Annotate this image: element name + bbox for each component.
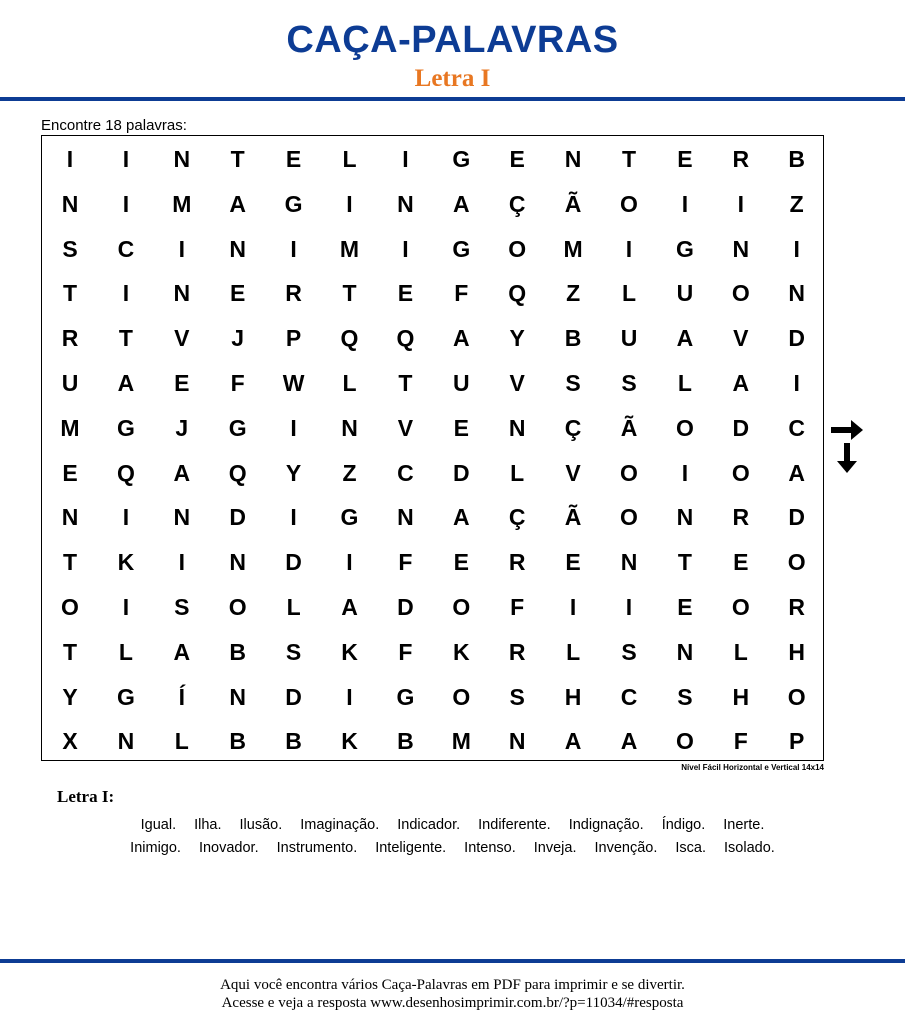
grid-cell[interactable]: M: [563, 235, 583, 262]
grid-cell[interactable]: I: [793, 235, 800, 262]
grid-cell[interactable]: E: [397, 280, 414, 307]
grid-cell[interactable]: I: [178, 235, 185, 262]
grid-cell[interactable]: N: [732, 235, 750, 262]
grid-cell[interactable]: A: [229, 190, 246, 217]
grid-cell[interactable]: J: [175, 414, 189, 441]
grid-cell[interactable]: N: [397, 504, 414, 531]
grid-cell[interactable]: O: [620, 190, 638, 217]
grid-cell[interactable]: G: [452, 235, 471, 262]
grid-cell[interactable]: N: [229, 235, 246, 262]
grid-cell[interactable]: E: [285, 146, 302, 172]
word-list-item: Inteligente.: [375, 840, 447, 856]
word-list-item: Inovador.: [198, 840, 259, 856]
word-list-item: Igual.: [140, 817, 177, 833]
grid-cell[interactable]: I: [681, 459, 689, 486]
word-list-item: Invenção.: [594, 840, 658, 856]
grid-cell[interactable]: O: [620, 459, 638, 486]
bottom-divider: [0, 959, 905, 963]
grid-cell[interactable]: F: [398, 549, 413, 576]
instruction-text: Encontre 18 palavras:: [41, 117, 187, 134]
grid-cell[interactable]: Ã: [564, 504, 582, 531]
grid-cell[interactable]: N: [676, 504, 694, 531]
grid-cell[interactable]: A: [452, 190, 470, 217]
grid-cell[interactable]: N: [173, 280, 191, 307]
grid-cell[interactable]: C: [788, 414, 805, 441]
grid-cell[interactable]: N: [173, 504, 191, 531]
grid-cell[interactable]: T: [230, 146, 245, 172]
grid-cell[interactable]: A: [341, 594, 358, 620]
grid-cell[interactable]: Q: [396, 325, 415, 352]
grid-cell[interactable]: O: [675, 728, 694, 755]
grid-cell[interactable]: B: [285, 728, 302, 755]
grid-cell[interactable]: T: [621, 146, 637, 172]
grid-cell[interactable]: I: [290, 414, 297, 441]
grid-cell[interactable]: R: [508, 638, 526, 665]
grid-cell[interactable]: F: [510, 594, 525, 620]
grid-cell[interactable]: M: [451, 728, 471, 755]
grid-cell[interactable]: I: [737, 190, 744, 217]
grid-cell[interactable]: O: [228, 594, 247, 620]
grid-cell[interactable]: W: [282, 370, 305, 396]
grid-cell[interactable]: D: [285, 549, 302, 576]
grid-cell[interactable]: A: [620, 728, 638, 755]
grid-cell[interactable]: I: [122, 504, 130, 531]
word-list-item: Isca.: [675, 840, 707, 856]
grid-cell[interactable]: E: [733, 549, 749, 576]
grid-cell[interactable]: Z: [342, 459, 357, 486]
grid-cell[interactable]: R: [61, 325, 79, 352]
word-list-item: Indicador.: [397, 817, 461, 833]
grid-cell[interactable]: L: [621, 280, 637, 307]
grid-cell[interactable]: A: [452, 504, 470, 531]
word-list-item: Isolado.: [724, 840, 775, 856]
grid-cell[interactable]: F: [454, 280, 469, 307]
page-subtitle: Letra I: [414, 65, 491, 92]
word-list-item: Inerte.: [723, 817, 765, 833]
grid-cell[interactable]: S: [62, 235, 78, 262]
top-divider: [0, 97, 905, 101]
grid-cell[interactable]: K: [452, 638, 470, 665]
word-list-item: Indignação.: [568, 817, 644, 833]
grid-cell[interactable]: K: [341, 638, 358, 665]
grid-cell[interactable]: A: [173, 638, 191, 665]
grid-cell[interactable]: T: [398, 370, 413, 396]
word-list-row-1: [0, 816, 905, 834]
grid-cell[interactable]: S: [677, 683, 693, 710]
grid-cell[interactable]: K: [117, 549, 135, 576]
grid-cell[interactable]: V: [174, 325, 190, 352]
grid-cell[interactable]: N: [173, 146, 191, 172]
grid-cell[interactable]: Ç: [564, 414, 582, 441]
grid-cell[interactable]: G: [284, 190, 303, 217]
grid-cell[interactable]: S: [565, 370, 581, 396]
grid-cell[interactable]: E: [565, 549, 581, 576]
arrow-down-icon: [829, 441, 865, 477]
grid-cell[interactable]: O: [731, 594, 750, 620]
grid-cell[interactable]: E: [677, 146, 693, 172]
grid-cell[interactable]: E: [174, 370, 190, 396]
grid-cell[interactable]: I: [402, 146, 409, 172]
grid-cell[interactable]: Ç: [508, 190, 526, 217]
grid-cell[interactable]: H: [788, 638, 805, 665]
grid-cell[interactable]: L: [733, 638, 748, 665]
word-list-item: Inveja.: [533, 840, 577, 856]
grid-cell[interactable]: S: [509, 683, 525, 710]
grid-cell[interactable]: L: [342, 370, 357, 396]
grid-cell[interactable]: L: [286, 594, 301, 620]
word-list-item: Intenso.: [464, 840, 516, 856]
grid-cell[interactable]: G: [116, 414, 135, 441]
grid-cell[interactable]: Y: [285, 459, 302, 486]
grid-cell[interactable]: T: [118, 325, 133, 352]
grid-cell[interactable]: M: [172, 190, 192, 217]
grid-cell[interactable]: F: [733, 728, 748, 755]
grid-cell[interactable]: A: [564, 728, 582, 755]
grid-cell[interactable]: O: [731, 280, 750, 307]
footer-line-2: Acesse e veja a resposta www.desenhosimprimir.com.br/?p=11034/#resposta: [221, 995, 684, 1011]
grid-cell[interactable]: E: [453, 549, 469, 576]
grid-cell[interactable]: Z: [566, 280, 581, 307]
grid-cell[interactable]: Q: [228, 459, 247, 486]
grid-cell[interactable]: B: [788, 146, 805, 172]
grid-cell[interactable]: F: [398, 638, 413, 665]
grid-cell[interactable]: G: [340, 504, 359, 531]
grid-cell[interactable]: E: [230, 280, 246, 307]
grid-cell[interactable]: P: [789, 728, 805, 755]
grid-cell[interactable]: N: [508, 414, 526, 441]
grid-cell[interactable]: E: [453, 414, 469, 441]
grid-cell[interactable]: R: [508, 549, 526, 576]
grid-cell[interactable]: M: [60, 414, 80, 441]
grid-cell[interactable]: J: [231, 325, 245, 352]
page-title: CAÇA-PALAVRAS: [286, 19, 619, 61]
grid-cell[interactable]: F: [230, 370, 245, 396]
grid-cell[interactable]: O: [508, 235, 527, 262]
grid-cell[interactable]: V: [733, 325, 749, 352]
grid-cell[interactable]: Ã: [564, 190, 582, 217]
grid-cell[interactable]: U: [676, 280, 694, 307]
level-note: Nível Fácil Horizontal e Vertical 14x14: [681, 763, 824, 772]
grid-cell[interactable]: D: [788, 325, 805, 352]
grid-cell[interactable]: D: [285, 683, 302, 710]
grid-cell[interactable]: N: [508, 728, 526, 755]
word-list-item: Ilha.: [194, 817, 222, 833]
grid-cell[interactable]: U: [61, 370, 79, 396]
grid-cell[interactable]: A: [732, 370, 750, 396]
grid-cell[interactable]: T: [62, 549, 78, 576]
grid-cell[interactable]: Q: [508, 280, 527, 307]
word-list-item: Ilusão.: [239, 817, 283, 833]
grid-cell[interactable]: O: [787, 683, 806, 710]
grid-cell[interactable]: S: [621, 638, 637, 665]
grid-cell[interactable]: Ç: [508, 504, 526, 531]
grid-cell[interactable]: Q: [340, 325, 359, 352]
grid-cell[interactable]: U: [620, 325, 638, 352]
grid-cell[interactable]: D: [229, 504, 246, 531]
grid-cell[interactable]: C: [620, 683, 638, 710]
grid-cell[interactable]: A: [788, 459, 805, 486]
grid-cell[interactable]: H: [732, 683, 750, 710]
grid-cell[interactable]: R: [732, 504, 750, 531]
grid-cell[interactable]: I: [346, 549, 353, 576]
grid-cell[interactable]: V: [509, 370, 525, 396]
grid-cell[interactable]: B: [229, 728, 246, 755]
grid-cell[interactable]: L: [118, 638, 133, 665]
grid-cell[interactable]: O: [452, 683, 471, 710]
grid-cell[interactable]: I: [625, 594, 633, 620]
grid-cell[interactable]: I: [122, 594, 130, 620]
grid-cell[interactable]: T: [677, 549, 692, 576]
grid-cell[interactable]: N: [620, 549, 638, 576]
grid-cell[interactable]: V: [565, 459, 581, 486]
grid-cell[interactable]: B: [564, 325, 582, 352]
grid-cell[interactable]: G: [228, 414, 247, 441]
grid-cell[interactable]: U: [452, 370, 470, 396]
grid-cell[interactable]: I: [290, 235, 297, 262]
word-search-grid: [41, 135, 824, 761]
grid-cell[interactable]: O: [452, 594, 471, 620]
grid-cell[interactable]: L: [677, 370, 692, 396]
grid-cell[interactable]: A: [452, 325, 470, 352]
word-list-item: Índigo.: [661, 817, 706, 833]
grid-cell[interactable]: Ã: [620, 414, 638, 441]
word-list-item: Inimigo.: [130, 840, 181, 856]
grid-cell[interactable]: I: [402, 235, 409, 262]
grid-cell[interactable]: D: [788, 504, 805, 531]
grid-cell[interactable]: D: [452, 459, 470, 486]
grid-cell[interactable]: S: [621, 370, 637, 396]
grid-cell[interactable]: L: [174, 728, 189, 755]
grid-cell[interactable]: D: [732, 414, 750, 441]
grid-cell[interactable]: V: [397, 414, 414, 441]
grid-cell[interactable]: N: [61, 504, 79, 531]
grid-cell[interactable]: O: [787, 549, 806, 576]
grid-cell[interactable]: C: [117, 235, 135, 262]
grid-cell[interactable]: I: [122, 146, 130, 172]
grid-cell[interactable]: L: [342, 146, 357, 172]
grid-cell[interactable]: N: [676, 638, 694, 665]
grid-cell[interactable]: K: [341, 728, 358, 755]
grid-cell[interactable]: B: [229, 638, 246, 665]
grid-cell[interactable]: G: [452, 146, 471, 172]
grid-cell[interactable]: I: [681, 190, 689, 217]
grid-cell[interactable]: I: [290, 504, 297, 531]
grid-cell[interactable]: E: [677, 594, 693, 620]
grid-cell[interactable]: E: [62, 459, 78, 486]
grid-cell[interactable]: R: [285, 280, 302, 307]
grid-cell[interactable]: O: [675, 414, 694, 441]
grid-cell[interactable]: I: [178, 549, 185, 576]
grid-cell[interactable]: E: [509, 146, 525, 172]
grid-cell[interactable]: N: [229, 683, 246, 710]
word-list-item: Indiferente.: [478, 817, 551, 833]
grid-cell[interactable]: M: [339, 235, 360, 262]
grid-cell[interactable]: L: [566, 638, 581, 665]
grid-cell[interactable]: G: [396, 683, 415, 710]
grid-cell[interactable]: L: [510, 459, 525, 486]
grid-cell[interactable]: Y: [62, 683, 78, 710]
grid-cell[interactable]: A: [173, 459, 191, 486]
grid-cell[interactable]: X: [62, 728, 78, 755]
grid-cell[interactable]: Í: [178, 683, 185, 710]
grid-cell[interactable]: S: [285, 638, 302, 665]
grid-cell[interactable]: O: [620, 504, 638, 531]
grid-cell[interactable]: I: [793, 370, 800, 396]
grid-cell[interactable]: N: [788, 280, 805, 307]
grid-cell[interactable]: A: [676, 325, 694, 352]
grid-cell[interactable]: I: [625, 235, 633, 262]
grid-cell[interactable]: N: [397, 190, 414, 217]
grid-cell[interactable]: I: [569, 594, 577, 620]
word-list-title: Letra I:: [57, 787, 115, 806]
grid-cell[interactable]: A: [117, 370, 135, 396]
grid-cell[interactable]: G: [675, 235, 694, 262]
grid-cell[interactable]: D: [397, 594, 414, 620]
grid-cell[interactable]: B: [397, 728, 414, 755]
grid-cell[interactable]: Z: [789, 190, 804, 217]
grid-cell[interactable]: S: [174, 594, 190, 620]
grid-cell[interactable]: I: [122, 190, 130, 217]
grid-cell[interactable]: N: [117, 728, 135, 755]
grid-cell[interactable]: T: [342, 280, 357, 307]
grid-cell[interactable]: N: [341, 414, 358, 441]
grid-cell[interactable]: Y: [509, 325, 525, 352]
grid-cell[interactable]: T: [62, 638, 78, 665]
grid-cell[interactable]: Q: [116, 459, 135, 486]
grid-cell[interactable]: O: [61, 594, 79, 620]
word-list-item: Imaginação.: [300, 817, 380, 833]
grid-cell[interactable]: N: [229, 549, 246, 576]
grid-cell[interactable]: G: [116, 683, 135, 710]
grid-cell[interactable]: O: [731, 459, 750, 486]
grid-cell[interactable]: C: [397, 459, 414, 486]
grid-cell[interactable]: I: [346, 190, 353, 217]
word-list-row-2: [0, 839, 905, 857]
grid-cell[interactable]: H: [564, 683, 582, 710]
grid-cell[interactable]: R: [732, 146, 750, 172]
grid-cell[interactable]: T: [62, 280, 78, 307]
word-list-item: Instrumento.: [276, 840, 358, 856]
grid-cell[interactable]: P: [285, 325, 302, 352]
grid-cell[interactable]: I: [346, 683, 353, 710]
grid-cell[interactable]: N: [564, 146, 582, 172]
footer-line-1: Aqui você encontra vários Caça-Palavras em PDF para imprimir e se divertir.: [220, 977, 685, 993]
grid-cell[interactable]: I: [122, 280, 130, 307]
grid-cell[interactable]: I: [66, 146, 74, 172]
grid-cell[interactable]: N: [61, 190, 79, 217]
grid-cell[interactable]: R: [788, 594, 805, 620]
